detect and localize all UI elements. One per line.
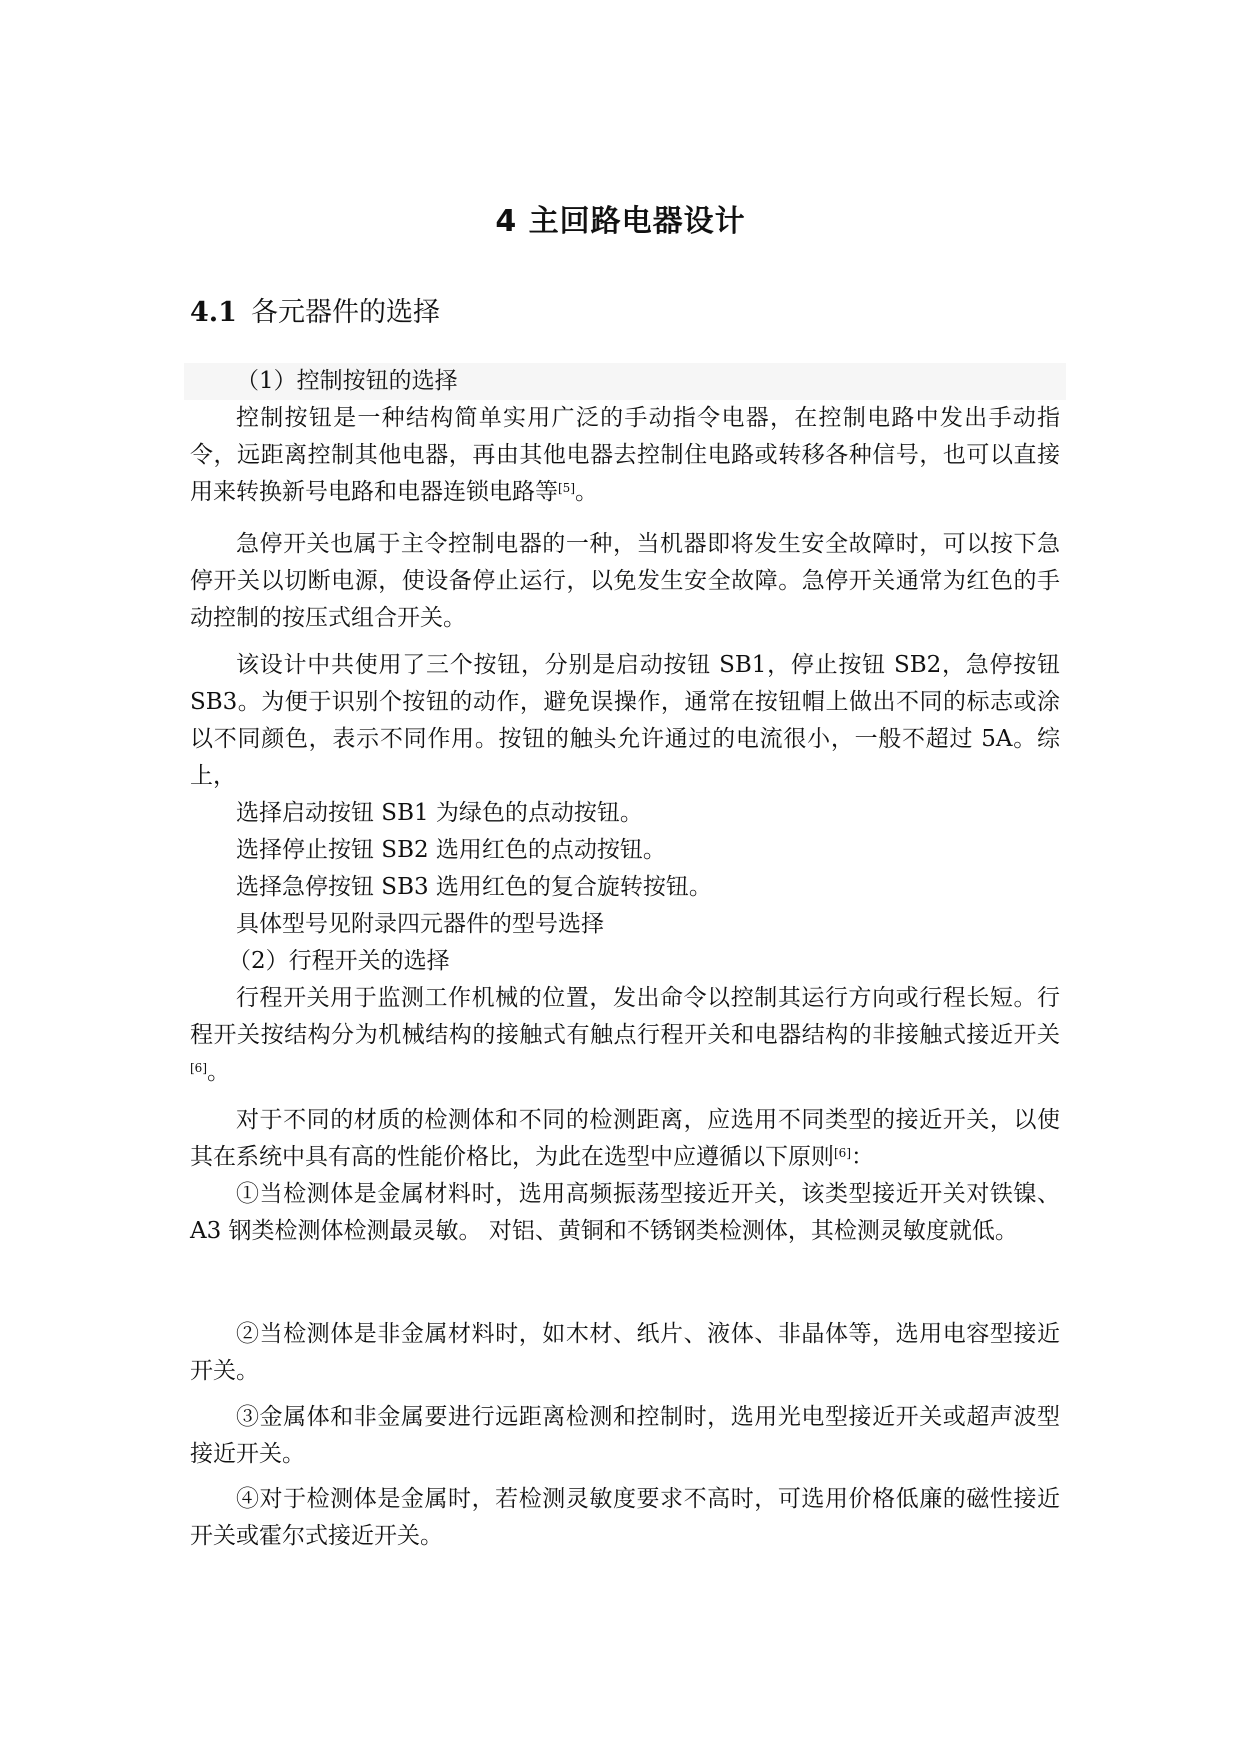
body-text-2 [190, 526, 1060, 637]
section-heading [190, 290, 440, 329]
paragraph-selection-principles: 对于不同的材质的检测体和不同的检测距离，应选用不同类型的接近开关，以使其在系统中具有高的性能价格比，为此在选型中应遵循以下原则[6]： [190, 1107, 1060, 1170]
paragraph-buttons-intro: 控制按钮是一种结构简单实用广泛的手动指令电器，在控制电路中发出手动指令，远距离控制其他电器，再由其他电器去控制住电路或转移各种信号，也可以直接用来转换新号电路和电器连锁电路等[5]。 [190, 405, 1060, 505]
paragraph-sb1: 选择启动按钮 SB1 为绿色的点动按钮。 [236, 800, 643, 826]
subsection-heading-buttons: （1）控制按钮的选择 [184, 363, 1066, 400]
paragraph-sb3: 选择急停按钮 SB3 选用红色的复合旋转按钮。 [236, 874, 712, 900]
citation-ref: [6] [190, 1061, 207, 1075]
body-text-4 [190, 1102, 1060, 1250]
body-text-6 [190, 1399, 1060, 1473]
section-title-text: 各元器件的选择 [250, 297, 440, 328]
section-number: 4.1 [190, 297, 237, 328]
paragraph-rule-3: ③金属体和非金属要进行远距离检测和控制时，选用光电型接近开关或超声波型接近开关。 [190, 1404, 1060, 1467]
paragraph-rule-1: ①当检测体是金属材料时，选用高频振荡型接近开关，该类型接近开关对铁镍、A3 钢类检测体检测最灵敏。 对铝、黄铜和不锈钢类检测体，其检测灵敏度就低。 [190, 1181, 1060, 1244]
body-text-3 [190, 647, 1060, 1091]
paragraph-sb2: 选择停止按钮 SB2 选用红色的点动按钮。 [236, 837, 666, 863]
paragraph-three-buttons: 该设计中共使用了三个按钮，分别是启动按钮 SB1，停止按钮 SB2，急停按钮 SB3。为便于识别个按钮的动作，避免误操作，通常在按钮帽上做出不同的标志或涂以不同颜色，表示不同作用。按钮的触头允许通过的电流很小，一般不超过 5A。综上， [190, 652, 1060, 789]
body-text [190, 363, 1060, 511]
paragraph-rule-2: ②当检测体是非金属材料时，如木材、纸片、液体、非晶体等，选用电容型接近开关。 [190, 1321, 1060, 1384]
body-text-5 [190, 1316, 1060, 1390]
paragraph-limit-switch: 行程开关用于监测工作机械的位置，发出命令以控制其运行方向或行程长短。行程开关按结构分为机械结构的接触式有触点行程开关和电器结构的非接触式接近开关[6]。 [190, 985, 1060, 1085]
body-text-7 [190, 1481, 1060, 1555]
chapter-title: 4 主回路电器设计 [495, 204, 746, 239]
subsection-heading-limit-switch: （2）行程开关的选择 [228, 948, 450, 974]
paragraph-emergency-stop: 急停开关也属于主令控制电器的一种，当机器即将发生安全故障时，可以按下急停开关以切断电源，使设备停止运行，以免发生安全故障。急停开关通常为红色的手动控制的按压式组合开关。 [190, 531, 1060, 631]
paragraph-rule-4: ④对于检测体是金属时，若检测灵敏度要求不高时，可选用价格低廉的磁性接近开关或霍尔式接近开关。 [190, 1486, 1060, 1549]
citation-ref: [6] [834, 1146, 851, 1160]
citation-ref: [5] [558, 481, 575, 495]
paragraph-appendix-note: 具体型号见附录四元器件的型号选择 [236, 911, 604, 937]
